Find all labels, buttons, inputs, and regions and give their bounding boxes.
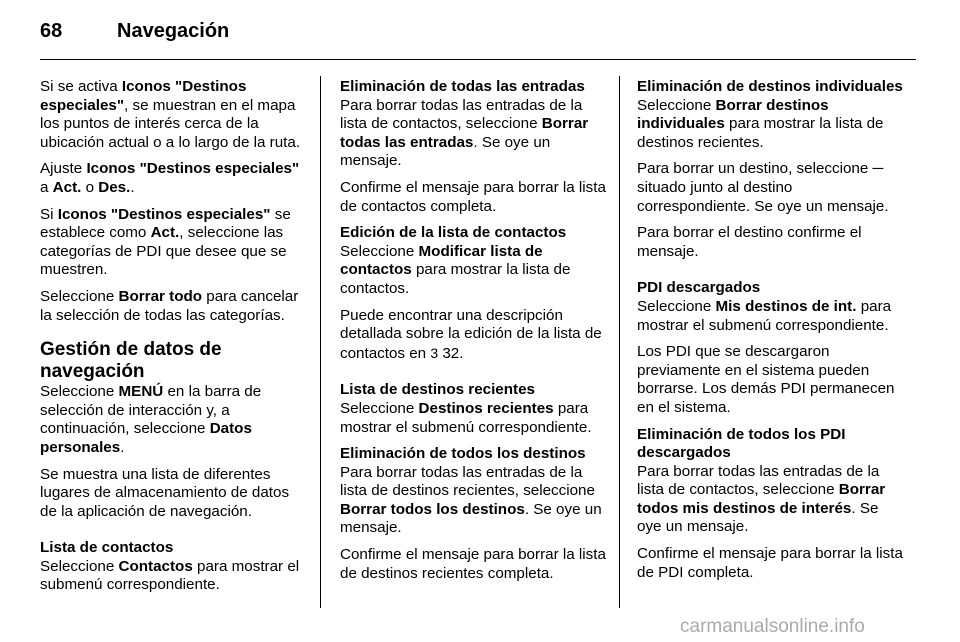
subheading-eliminacion-destinos: Eliminación de todos los destinos [340, 445, 586, 463]
page-header [0, 0, 960, 62]
subheading-eliminacion-entradas: Eliminación de todas las entradas [340, 78, 585, 95]
section-heading-gestion: Gestión de datos de navegación [40, 339, 222, 383]
paragraph-borrar-todo: Seleccione Borrar todo para cancelar la selección de todas las categorías. [40, 287, 299, 324]
subheading-pdi-descargados: PDI descargados [637, 279, 761, 297]
paragraph-confirmar-contactos: Confirme el mensaje para borrar la lista de contactos completa. [340, 178, 606, 215]
page-title: Navegación [117, 20, 230, 42]
column-divider-2 [619, 76, 620, 608]
page-reference-icon: 3 [430, 344, 439, 361]
paragraph-ajuste: Ajuste Iconos "Destinos especiales" a Act. o Des.. [40, 160, 300, 196]
paragraph-confirmar-destinos: Confirme el mensaje para borrar la lista de destinos recientes completa. [340, 546, 606, 582]
paragraph-categorias: Si Iconos "Destinos especiales" se establece como Act., seleccione las categorías de PDI que desee que se muestren. [40, 205, 291, 279]
paragraph-borrar-un-destino: Para borrar un destino, seleccione ─ situado junto al destino correspondiente. Se oye un mensaje. [637, 160, 889, 215]
paragraph-lista-lugares: Se muestra una lista de diferentes lugares de almacenamiento de datos de la aplicación de navegación. [40, 465, 290, 520]
subheading-eliminacion-pdi: Eliminación de todos los PDI descargados [637, 425, 846, 462]
column-3 [637, 78, 907, 590]
paragraph-menu: Seleccione MENÚ en la barra de selección de interacción y, a continuación, seleccione Datos personales. [40, 383, 262, 456]
subheading-edicion-contactos: Edición de la lista de contactos [340, 224, 567, 242]
paragraph-pdi-previos: Los PDI que se descargaron previamente en el sistema pueden borrarse. Los demás PDI permanecen en el sistema. [637, 343, 895, 416]
paragraph-modificar-lista: Seleccione Modificar lista de contactos para mostrar la lista de contactos. [340, 242, 571, 297]
paragraph-contactos: Seleccione Contactos para mostrar el submenú correspondiente. [40, 557, 300, 594]
paragraph-borrar-individuales: Seleccione Borrar destinos individuales para mostrar la lista de destinos recientes. [637, 96, 884, 151]
subheading-lista-contactos: Lista de contactos [40, 539, 174, 557]
watermark: carmanualsonline.info [680, 616, 865, 637]
paragraph-borrar-pdi: Para borrar todas las entradas de la lista de contactos, seleccione Borrar todos mis destinos de interés. Se oye un mensaje. [637, 462, 886, 536]
header-rule [40, 59, 916, 60]
paragraph-destinos-activa: Si se activa Iconos "Destinos especiales", se muestran en el mapa los puntos de interés cerca de la ubicación actual o a lo largo de la ruta. [40, 78, 301, 151]
paragraph-borrar-destinos: Para borrar todas las entradas de la lista de destinos recientes, seleccione Borrar todos los destinos. Se oye un mensaje. [340, 463, 602, 537]
paragraph-mis-destinos: Seleccione Mis destinos de int. para mostrar el submenú correspondiente. [637, 297, 892, 334]
paragraph-descripcion: Puede encontrar una descripción detallada sobre la edición de la lista de contactos en 3 32. [340, 306, 602, 362]
paragraph-confirmar-destino: Para borrar el destino confirme el mensaje. [637, 224, 862, 260]
column-divider-1 [320, 76, 321, 608]
page-number: 68 [40, 20, 63, 42]
subheading-destinos-individuales: Eliminación de destinos individuales [637, 78, 903, 95]
subheading-destinos-recientes: Lista de destinos recientes [340, 381, 535, 399]
column-1 [40, 78, 306, 603]
minus-icon: ─ [872, 160, 884, 178]
column-2 [340, 78, 606, 591]
paragraph-confirmar-pdi: Confirme el mensaje para borrar la lista de PDI completa. [637, 545, 903, 581]
paragraph-destinos-recientes: Seleccione Destinos recientes para mostrar el submenú correspondiente. [340, 399, 592, 436]
paragraph-borrar-entradas: Para borrar todas las entradas de la lista de contactos, seleccione Borrar todas las entradas. Se oye un mensaje. [340, 96, 589, 170]
